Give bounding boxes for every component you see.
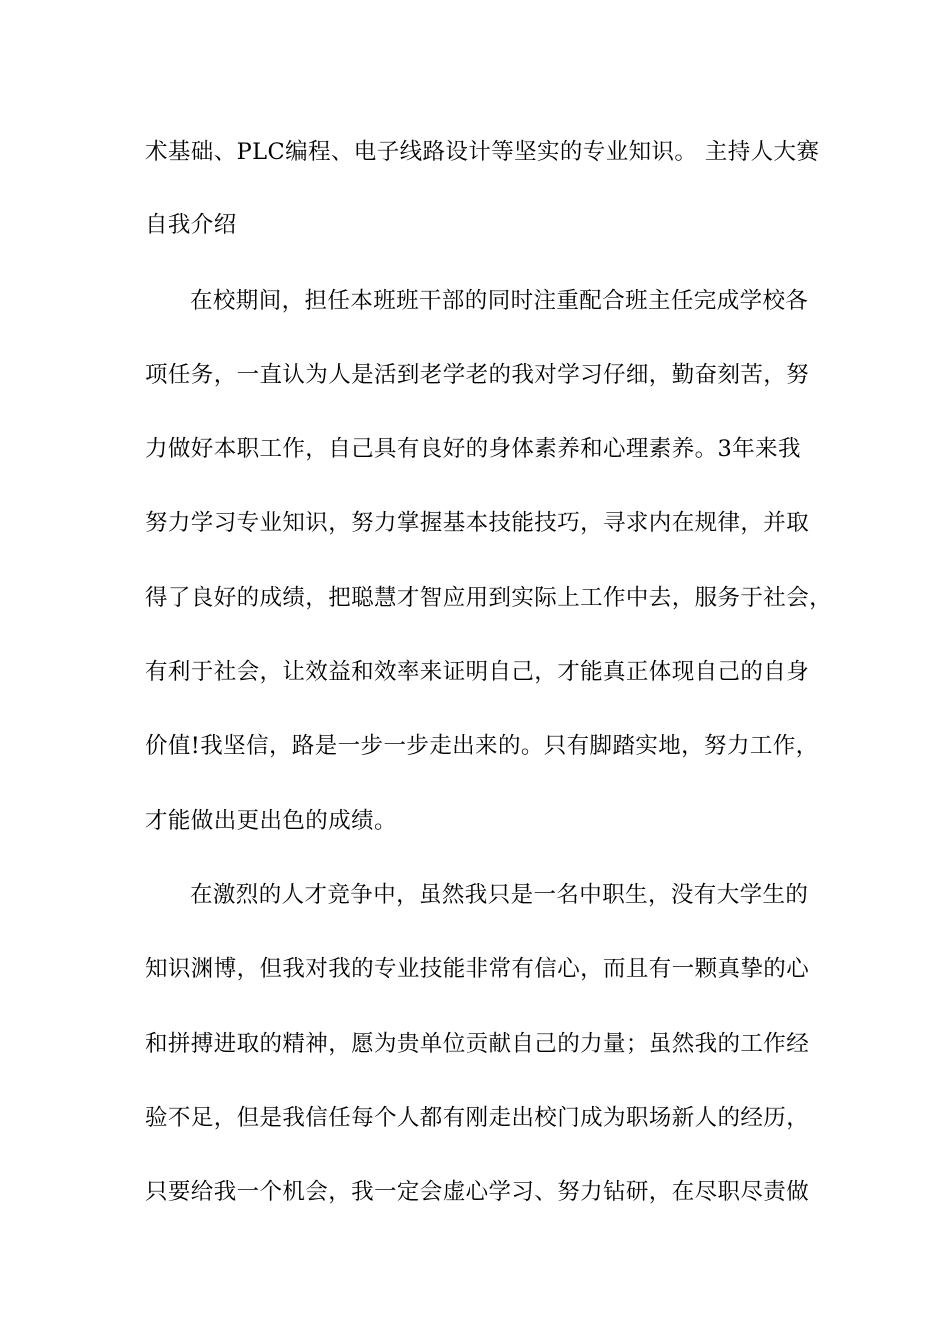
text-line-14: 验不足，但是我信任每个人都有刚走出校门成为职场新人的经历， [145,1105,810,1131]
text-line-8: 有利于社会，让效益和效率来证明自己，才能真正体现自己的自身 [145,659,810,685]
text-line-5: 力做好本职工作，自己具有良好的身体素养和心理素养。3年来我 [145,436,801,462]
text-line-7: 得了良好的成绩，把聪慧才智应用到实际上工作中去，服务于社会， [145,585,833,611]
text-line-9: 价值!我坚信，路是一步一步走出来的。只有脚踏实地，努力工作， [145,733,819,759]
text-line-11: 在激烈的人才竞争中，虽然我只是一名中职生，没有大学生的 [190,882,809,908]
text-line-10: 才能做出更出色的成绩。 [145,808,397,834]
text-line-3: 在校期间，担任本班班干部的同时注重配合班主任完成学校各 [190,288,809,314]
text-line-13: 和拼搏进取的精神，愿为贵单位贡献自己的力量；虽然我的工作经 [145,1031,810,1057]
text-line-4: 项任务，一直认为人是活到老学老的我对学习仔细，勤奋刻苦，努 [145,362,810,388]
text-line-12: 知识渊博，但我对我的专业技能非常有信心，而且有一颗真挚的心 [145,956,810,982]
text-line-15: 只要给我一个机会，我一定会虚心学习、努力钻研，在尽职尽责做 [145,1179,810,1205]
text-line-6: 努力学习专业知识，努力掌握基本技能技巧，寻求内在规律，并取 [145,510,810,536]
text-line-2: 自我介绍 [145,212,237,238]
text-line-1: 术基础、PLC编程、电子线路设计等坚实的专业知识。 主持人大赛 [145,139,820,165]
